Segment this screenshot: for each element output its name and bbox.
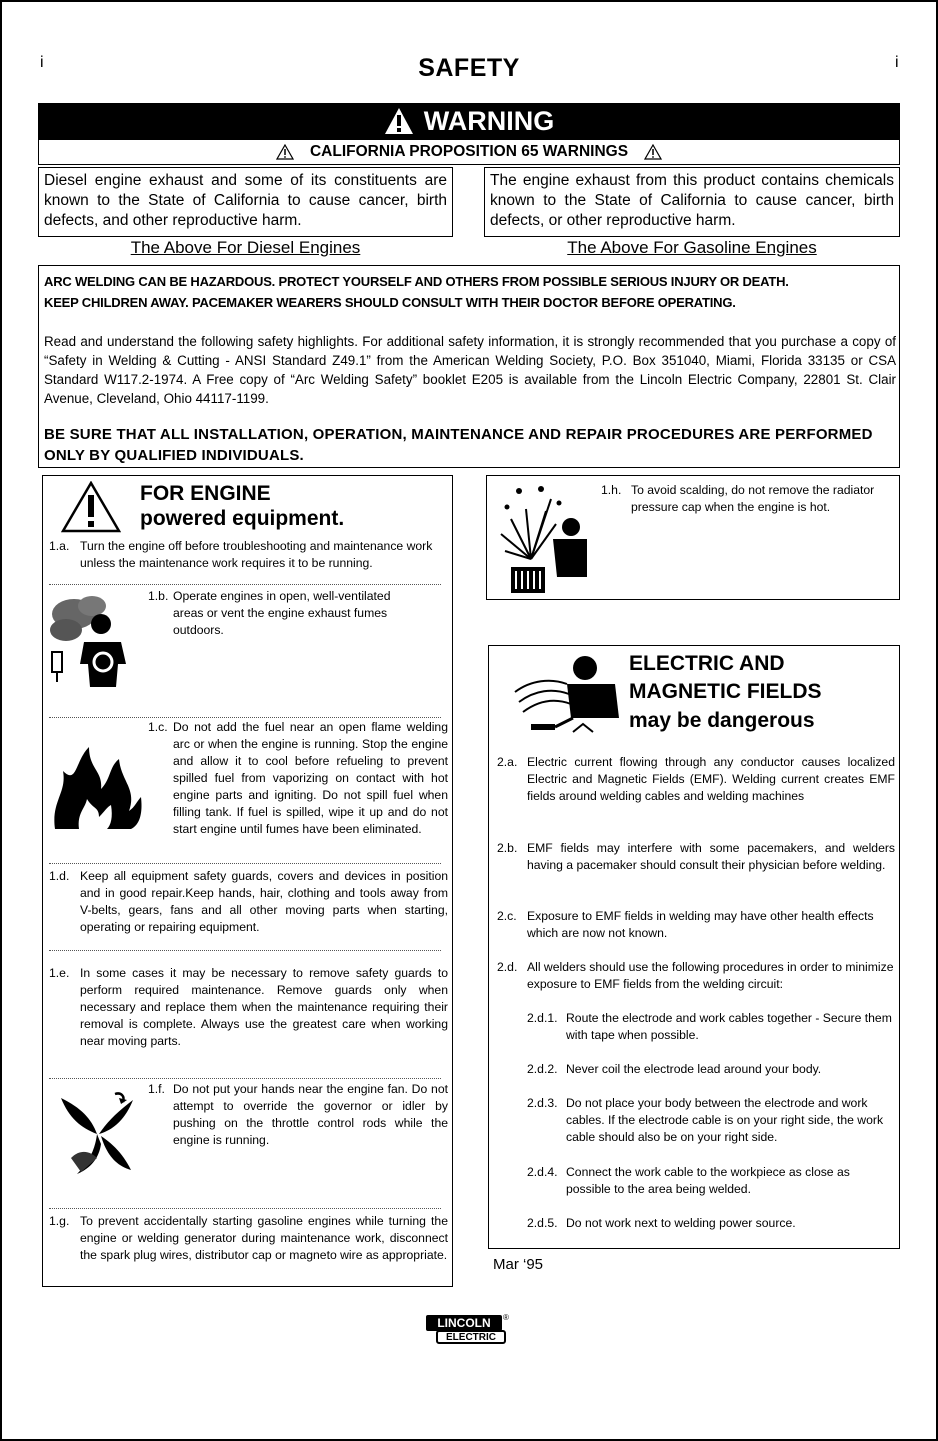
page-title: SAFETY (418, 54, 520, 82)
engine-item-1g: To prevent accidentally starting gasoline engines while turning the engine or welding generator during maintenance work, disconnect the spark plug wires, distributor cap or magneto wire as appropriate. (80, 1214, 448, 1262)
arc-hazard-line1: ARC WELDING CAN BE HAZARDOUS. PROTECT YOURSELF AND OTHERS FROM POSSIBLE SERIOUS INJURY OR DEATH. (44, 274, 789, 289)
radiator-scalding-icon (491, 479, 591, 597)
page-number-right: i (895, 54, 899, 71)
emf-item-2a: Electric current flowing through any conductor causes localized Electric and Magnetic Fields (EMF). Welding current creates EMF fields around welding cables and welding machines (527, 755, 895, 803)
engine-title-line2: powered equipment. (140, 507, 345, 530)
fire-flame-icon (49, 741, 145, 831)
revision-date: Mar ‘95 (493, 1256, 544, 1273)
warning-triangle-icon (384, 107, 414, 135)
item-number: 1.b. (148, 589, 169, 603)
emf-welder-icon (511, 652, 621, 738)
warning-label: WARNING (423, 105, 555, 136)
item-number: 2.d.3. (527, 1096, 558, 1110)
logo-mark: ® (503, 1313, 509, 1322)
engine-title-line1: FOR ENGINE (140, 482, 271, 505)
item-number: 1.a. (49, 539, 70, 553)
arc-welding-box (38, 265, 900, 468)
qualified-individuals-text: BE SURE THAT ALL INSTALLATION, OPERATION, MAINTENANCE AND REPAIR PROCEDURES ARE PERFORMED ONLY BY QUALIFIED INDIVIDUALS. (44, 426, 873, 464)
logo-top: LINCOLN (426, 1315, 502, 1331)
item-number: 2.d.2. (527, 1062, 558, 1076)
emf-title-line2: MAGNETIC FIELDS (629, 680, 822, 703)
engine-item-1a: Turn the engine off before troubleshooting and maintenance work unless the maintenance work requires it to be running. (80, 539, 433, 570)
item-number: 1.g. (49, 1214, 70, 1228)
emf-item-2d: All welders should use the following procedures in order to minimize exposure to EMF fields from the welding circuit: (527, 960, 894, 991)
divider (49, 863, 441, 864)
radiator-item-1h: To avoid scalding, do not remove the radiator pressure cap when the engine is hot. (631, 483, 875, 514)
engine-item-1b: Operate engines in open, well-ventilated areas or vent the engine exhaust fumes outdoors. (173, 589, 391, 637)
caution-triangle-icon (276, 144, 294, 160)
engine-item-1f: Do not put your hands near the engine fan. Do not attempt to override the governor or idler by pushing on the throttle control rods while the engine is running. (173, 1082, 448, 1147)
divider (49, 1208, 441, 1209)
prop65-title: CALIFORNIA PROPOSITION 65 WARNINGS (309, 143, 629, 160)
warning-banner (38, 103, 900, 139)
emf-item-2d2: Never coil the electrode lead around your body. (566, 1062, 822, 1076)
item-number: 2.d.1. (527, 1011, 558, 1025)
item-number: 1.d. (49, 869, 70, 883)
emf-title-line3: may be dangerous (629, 709, 815, 732)
prop65-title-box (38, 139, 900, 165)
item-number: 2.c. (497, 909, 517, 923)
divider (49, 1078, 441, 1079)
caution-triangle-icon (644, 144, 662, 160)
item-number: 1.c. (148, 720, 168, 734)
hand-fan-icon (51, 1088, 143, 1180)
emf-item-2d5: Do not work next to welding power source. (566, 1216, 796, 1230)
item-number: 2.a. (497, 755, 518, 769)
gasoline-caption: The Above For Gasoline Engines (567, 238, 817, 257)
arc-hazard-line2: KEEP CHILDREN AWAY. PACEMAKER WEARERS SHOULD CONSULT WITH THEIR DOCTOR BEFORE OPERATING. (44, 295, 736, 310)
prop65-gasoline-box: The engine exhaust from this product contains chemicals known to the State of California to cause cancer, birth defects, or other reproductive harm. (484, 167, 900, 237)
engine-item-1e: In some cases it may be necessary to remove safety guards to perform required maintenance. Remove guards only when necessary and replace them when the maintenance requiring their removal is complete. Always use the greatest care when working near moving parts. (80, 966, 448, 1048)
item-number: 2.b. (497, 841, 518, 855)
emf-item-2c: Exposure to EMF fields in welding may have other health effects which are now not known. (527, 909, 874, 940)
divider (49, 950, 441, 951)
emf-item-2d4: Connect the work cable to the workpiece as close as possible to the area being welded. (566, 1165, 850, 1196)
radiator-box (486, 475, 900, 600)
logo-bottom: ELECTRIC (436, 1330, 506, 1344)
emf-item-2d1: Route the electrode and work cables together - Secure them with tape when possible. (566, 1011, 892, 1042)
lincoln-electric-logo (426, 1315, 516, 1347)
engine-item-1c: Do not add the fuel near an open flame welding arc or when the engine is running. Stop the engine and allow it to cool before refueling to prevent spilled fuel from vaporizing on contact with hot engine parts and igniting. Do not spill fuel when filling tank. If fuel is spilled, wipe it up and do not start engine until fumes have been eliminated. (173, 720, 448, 836)
item-number: 2.d.4. (527, 1165, 558, 1179)
engine-safety-box (42, 475, 453, 1287)
engine-item-1d: Keep all equipment safety guards, covers and devices in position and in good repair.Keep hands, hair, clothing and tools away from V-belts, gears, fans and all other moving parts when starting, operating or repairing equipment. (80, 869, 448, 934)
prop65-diesel-box: Diesel engine exhaust and some of its constituents are known to the State of California to cause cancer, birth defects, and other reproductive harm. (38, 167, 453, 237)
divider (49, 717, 441, 718)
emf-item-2d3: Do not place your body between the electrode and work cables. If the electrode cable is on your right side, the work cable should also be on your right side. (566, 1096, 884, 1144)
divider (49, 584, 441, 585)
page-number-left: i (40, 54, 44, 71)
item-number: 1.h. (601, 483, 622, 497)
item-number: 1.f. (148, 1082, 165, 1096)
emf-box (488, 645, 900, 1249)
item-number: 2.d. (497, 960, 518, 974)
engine-fumes-icon (46, 592, 146, 690)
item-number: 2.d.5. (527, 1216, 558, 1230)
emf-title-line1: ELECTRIC AND (629, 652, 785, 675)
item-number: 1.e. (49, 966, 70, 980)
emf-item-2b: EMF fields may interfere with some pacemakers, and welders having a pacemaker should consult their physician before welding. (527, 841, 895, 872)
diesel-caption: The Above For Diesel Engines (130, 238, 361, 257)
engine-warning-triangle-icon (61, 481, 121, 533)
arc-body-text: Read and understand the following safety highlights. For additional safety information, it is strongly recommended that you purchase a copy of “Safety in Welding & Cutting - ANSI Standard Z49.1” from the American Welding Society, P.O. Box 351040, Miami, Florida 33135 or CSA Standard W117.2-1974. A Free copy of “Arc Welding Safety” booklet E205 is available from the Lincoln Electric Company, 22801 St. Clair Avenue, Cleveland, Ohio 44117-1199. (44, 334, 896, 406)
